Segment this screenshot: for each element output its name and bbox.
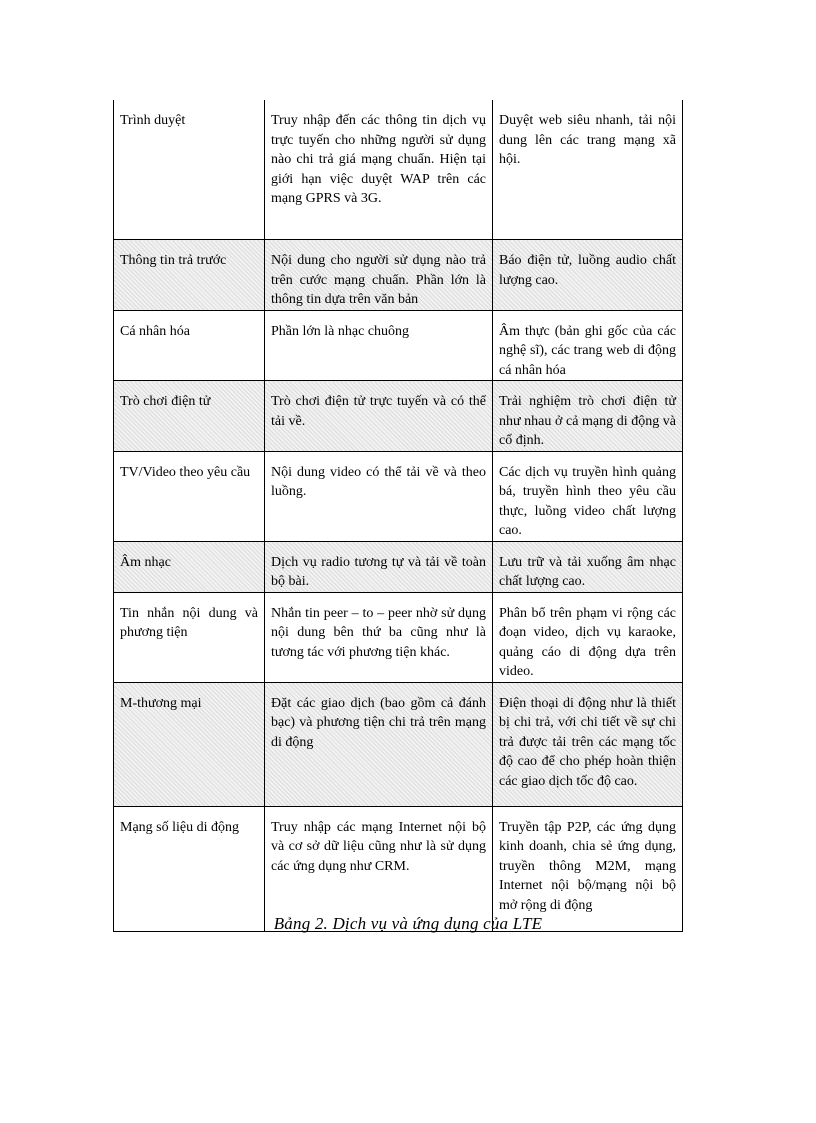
service-name-cell: Âm nhạc	[114, 541, 265, 592]
current-service-cell: Truy nhập đến các thông tin dịch vụ trực tuyến cho những người sử dụng nào chi trả giá mạng chuẩn. Hiện tại giới hạn việc duyệt WAP trên các mạng GPRS và 3G.	[265, 100, 493, 240]
current-service-cell: Nhắn tin peer – to – peer nhờ sử dụng nội dung bên thứ ba cũng như là tương tác với phương tiện khác.	[265, 592, 493, 682]
current-service-cell: Trò chơi điện tử trực tuyến và có thể tải về.	[265, 381, 493, 452]
table-row	[114, 592, 683, 682]
table-row	[114, 541, 683, 592]
lte-service-cell: Duyệt web siêu nhanh, tải nội dung lên các trang mạng xã hội.	[493, 100, 683, 240]
service-name-cell: Trình duyệt	[114, 100, 265, 240]
current-service-cell: Nội dung video có thể tải về và theo luồng.	[265, 451, 493, 541]
table-row	[114, 381, 683, 452]
service-name-cell: TV/Video theo yêu cầu	[114, 451, 265, 541]
table-row	[114, 240, 683, 311]
service-name-cell: Mạng số liệu di động	[114, 806, 265, 931]
service-name-cell: M-thương mại	[114, 682, 265, 806]
lte-service-cell: Truyền tập P2P, các ứng dụng kinh doanh, chia sẻ ứng dụng, truyền thông M2M, mạng Internet nội bộ/mạng nội bộ mở rộng di động	[493, 806, 683, 931]
lte-service-cell: Phân bổ trên phạm vi rộng các đoạn video, dịch vụ karaoke, quảng cáo di động dựa trên video.	[493, 592, 683, 682]
lte-service-cell: Âm thực (bản ghi gốc của các nghệ sĩ), các trang web di động cá nhân hóa	[493, 310, 683, 381]
services-table	[113, 100, 683, 932]
lte-service-cell: Lưu trữ và tải xuống âm nhạc chất lượng cao.	[493, 541, 683, 592]
service-name-cell: Tin nhắn nội dung và phương tiện	[114, 592, 265, 682]
current-service-cell: Truy nhập các mạng Internet nội bộ và cơ sở dữ liệu cũng như là sử dụng các ứng dụng như CRM.	[265, 806, 493, 931]
table-row	[114, 682, 683, 806]
current-service-cell: Nội dung cho người sử dụng nào trả trên cước mạng chuẩn. Phần lớn là thông tin dựa trên văn bản	[265, 240, 493, 311]
lte-service-cell: Báo điện tử, luồng audio chất lượng cao.	[493, 240, 683, 311]
lte-service-cell: Điện thoại di động như là thiết bị chi trả, với chi tiết về sự chi trả được tải trên các mạng tốc độ cao để cho phép hoàn thiện các giao dịch tốc độ cao.	[493, 682, 683, 806]
table-row	[114, 310, 683, 381]
service-name-cell: Cá nhân hóa	[114, 310, 265, 381]
table-row	[114, 100, 683, 240]
table-row	[114, 451, 683, 541]
current-service-cell: Đặt các giao dịch (bao gồm cả đánh bạc) và phương tiện chi trả trên mạng di động	[265, 682, 493, 806]
service-name-cell: Trò chơi điện tử	[114, 381, 265, 452]
table-row	[114, 806, 683, 931]
lte-service-cell: Các dịch vụ truyền hình quảng bá, truyền hình theo yêu cầu thực, luồng video chất lượng cao.	[493, 451, 683, 541]
service-name-cell: Thông tin trả trước	[114, 240, 265, 311]
current-service-cell: Phần lớn là nhạc chuông	[265, 310, 493, 381]
lte-service-cell: Trải nghiệm trò chơi điện tử như nhau ở cả mạng di động và cố định.	[493, 381, 683, 452]
current-service-cell: Dịch vụ radio tương tự và tải về toàn bộ bài.	[265, 541, 493, 592]
table-caption: Bảng 2. Dịch vụ và ứng dụng của LTE	[273, 914, 543, 933]
